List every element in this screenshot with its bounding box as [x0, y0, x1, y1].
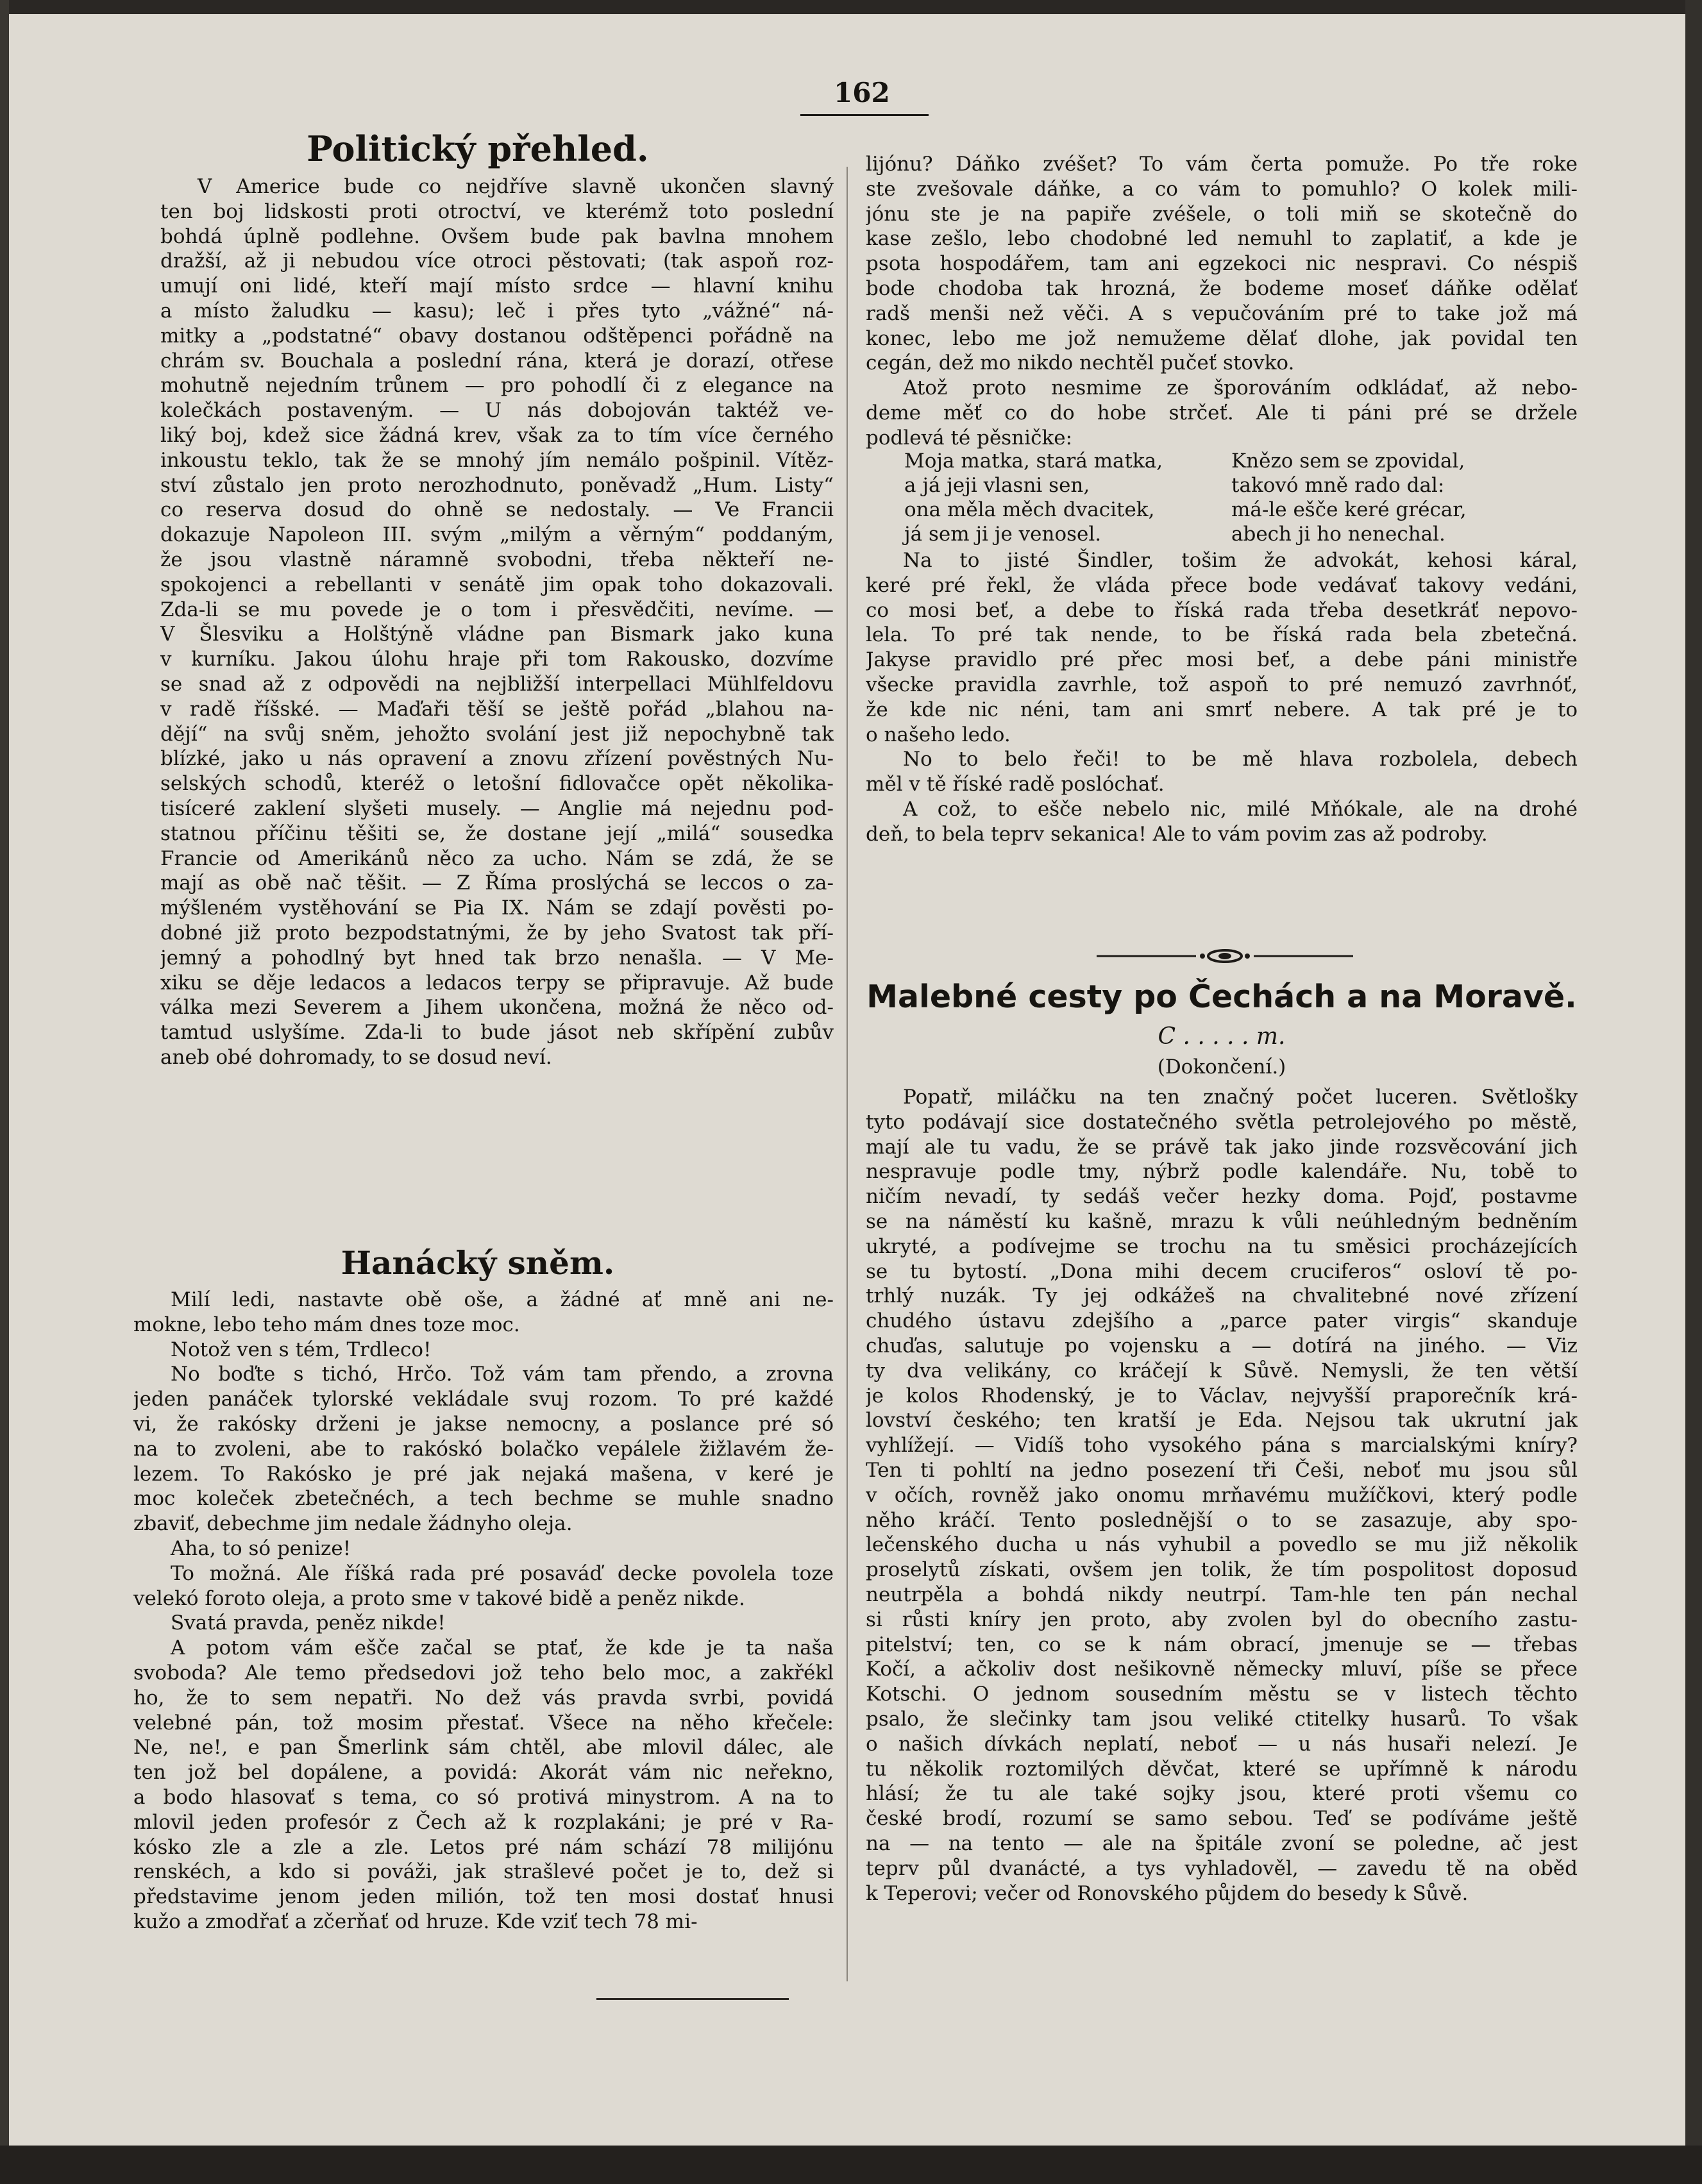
- text-line: ukryté, a podívejme se trochu na tu směsici procházejících: [866, 1234, 1578, 1258]
- text-line: Milí ledi, nastavte obě oše, a žádné ať mně ani ne-: [171, 1288, 834, 1311]
- text-line: se snad až z odpovědi na nejbližší interpellaci Mühlfeldovu: [160, 672, 834, 696]
- text-line: tyto podávají sice dostatečného světla petrolejového po městě,: [866, 1110, 1578, 1134]
- text-line: ho, že to sem nepatři. No dež vás pravda svrbi, povidá: [133, 1686, 834, 1709]
- text-line: No to belo řeči! to be mě hlava rozbolela, debech: [903, 748, 1578, 771]
- text-line: ten boj lidskosti proti otroctví, ve kterémž toto poslední: [160, 199, 834, 223]
- text-line: aneb obé dohromady, to se dosud neví.: [160, 1045, 552, 1069]
- text-line: inkoustu teklo, tak že se mnohý jím nemálo pošpinil. Vítěz-: [160, 448, 834, 472]
- text-line: válka mezi Severem a Jihem ukončena, možná že něco od-: [160, 996, 834, 1020]
- text-line: keré pré řekl, že vláda přece bode vedávať takovy vedáni,: [866, 573, 1578, 597]
- text-line: svoboda? Ale temo předsedovi jož teho belo moc, a zakřékl: [133, 1661, 834, 1684]
- text-line: mohutně nejedním trůnem — pro pohodlí či z elegance na: [160, 374, 834, 398]
- text-line: v očích, rovněž jako onomu mrňavému mužíčkovi, který podle: [866, 1483, 1578, 1507]
- text-line: spokojenci a rebellanti v senátě jim opak toho dokazovali.: [160, 573, 834, 596]
- text-line: bode chodoba tak hrozná, že bodeme moseť dáňke odělať: [866, 276, 1578, 300]
- text-line: k Teperovi; večer od Ronovského půjdem do besedy k Sůvě.: [866, 1881, 1469, 1905]
- ornamental-divider: [1097, 948, 1353, 964]
- malebne-cesty-text: [866, 1085, 1578, 1906]
- verse-line: já sem ji je venosel.: [904, 523, 1102, 546]
- text-line: lezem. To Rakósko je pré jak nejaká mašena, v keré je: [133, 1462, 834, 1486]
- text-line: statnou příčinu těšiti se, že dostane její „milá“ sousedka: [160, 821, 834, 845]
- text-line: jemný a pohodlný byt hned tak brzo nenašla. — V Me-: [160, 946, 834, 970]
- text-line: jeden panáček tylorské vekládale svuj rozom. To pré každé: [133, 1388, 834, 1411]
- text-line: Kočí, a ačkoliv dost nešikovně německy mluví, píše se přece: [866, 1658, 1578, 1681]
- verse-line: a já jeji vlasni sen,: [904, 474, 1090, 497]
- text-line: co reserva dosud do ohně se nedostaly. — Ve Francii: [160, 498, 834, 522]
- text-line: v kurníku. Jakou úlohu hraje při tom Rakousko, dozvíme: [160, 648, 834, 671]
- verse-line: ona měla měch dvacitek,: [904, 498, 1155, 521]
- text-line: deň, to bela teprv sekanica! Ale to vám povim zas až podroby.: [866, 822, 1488, 846]
- text-line: dějí“ na svůj sněm, jehožto svolání jest již nepochybně tak: [160, 722, 834, 746]
- text-line: něho kráčí. Tento poslednější o to se zasazuje, aby spo-: [866, 1508, 1578, 1532]
- text-line: pitelství; ten, co se k nám obrací, jmenuje se — třebas: [866, 1633, 1578, 1656]
- text-line: velebné pán, tož mosim přestať. Všece na něho křečele:: [133, 1711, 834, 1735]
- text-line: všecke pravidla zavrhle, tož aspoň to pré nemuzó zavrhnóť,: [866, 673, 1578, 696]
- text-line: mokne, lebo teho mám dnes toze moc.: [133, 1313, 520, 1336]
- text-line: tu několik roztomilých děvčat, které se upřímně k národu: [866, 1757, 1578, 1781]
- politicky-prehled-text: [160, 174, 834, 1070]
- verse-line: má-le ešče keré grécar,: [1231, 498, 1467, 521]
- text-line: radš menši než věči. A s vepučováním pré to take jož má: [866, 301, 1578, 325]
- scan-edge-left: [0, 0, 9, 2184]
- text-line: V Šlesviku a Holštýně vládne pan Bismark jako kuna: [160, 623, 834, 646]
- text-line: mají ale tu vadu, že se právě tak jako jinde rozsvěcování jich: [866, 1135, 1578, 1159]
- text-line: blízké, jako u nás opravení a znovu zřízení pověstných Nu-: [160, 747, 834, 771]
- text-line: co mosi beť, a debe to říská rada třeba desetkráť nepovo-: [866, 598, 1578, 622]
- text-line: chudého ústavu zdejšího a „parce pater virgis“ skanduje: [866, 1309, 1578, 1333]
- scan-edge-bottom: [0, 2146, 1702, 2184]
- text-line: že kde nic néni, tam ani smrť nebere. A tak pré je to: [866, 698, 1578, 721]
- text-line: vi, že rakósky drženi je jakse nemocny, a poslance pré só: [133, 1412, 834, 1436]
- verse-line: abech ji ho nenechal.: [1231, 523, 1445, 546]
- text-line: ství zůstalo jen proto nerozhodnuto, poněvadž „Hum. Listy“: [160, 473, 834, 497]
- text-line: dražší, až ji nebudou více otroci pěstovati; (tak aspoň roz-: [160, 249, 834, 273]
- text-line: V Americe bude co nejdříve slavně ukončen slavný: [198, 175, 834, 198]
- text-line: Ten ti pohltí na jedno posezení tři Češi, neboť mu jsou sůl: [866, 1458, 1578, 1482]
- author-signature: C . . . . . m.: [1158, 1023, 1286, 1050]
- text-line: ten jož bel dopálene, a povidá: Akorát vám nic neřekno,: [133, 1761, 834, 1785]
- text-line: v radě říšské. — Maďaři těší se ještě pořád „blahou na-: [160, 697, 834, 721]
- text-line: bohdá úplně podlehne. Ovšem bude pak bavlna mnohem: [160, 224, 834, 248]
- text-line: zbaviť, debechme jim nedale žádnyho oleja.: [133, 1512, 573, 1536]
- text-line: dokazuje Napoleon III. svým „milým a věrným“ poddaným,: [160, 523, 834, 547]
- text-line: Atož proto nesmime ze šporováním odkládať, až nebo-: [903, 376, 1578, 400]
- text-line: xiku se děje ledacos a ledacos terpy se připravuje. Až bude: [160, 971, 834, 995]
- text-line: je kolos Rhodenský, je to Václav, nejvyšší praporečník krá-: [866, 1384, 1578, 1407]
- hanacky-snem-text: [133, 1288, 834, 1935]
- politicky-prehled-title: Politický přehled.: [307, 128, 649, 169]
- text-line: chuďas, salutuje po vojensku a — dotírá na jiného. — Viz: [866, 1334, 1578, 1357]
- scan-edge-right: [1685, 0, 1702, 2184]
- text-line: ničím nevadí, ty sedáš večer hezky doma. Pojď, postavme: [866, 1185, 1578, 1209]
- text-line: si růsti kníry jen proto, aby zvolen byl do obecního zastu-: [866, 1608, 1578, 1631]
- text-line: jónu ste je na papiře zvéšele, o toli miň se skotečně do: [866, 202, 1578, 226]
- text-line: Notož ven s tém, Trdleco!: [171, 1338, 432, 1361]
- text-line: velekó foroto oleja, a proto sme v takové bidě a peněz nikde.: [133, 1586, 745, 1610]
- text-line: mlovil jeden profesór z Čech až k rozplakáni; je pré v Ra-: [133, 1810, 834, 1834]
- text-line: lovství českého; ten kratší je Eda. Nejsou tak ukrutní jak: [866, 1409, 1578, 1432]
- text-line: o našich dívkách neplatí, neboť — u nás husaři nelezí. Je: [866, 1732, 1578, 1756]
- text-line: vyhlížejí. — Vidíš toho vysokého pána s marcialskými kníry?: [866, 1434, 1578, 1457]
- text-line: konec, lebo me jož nemužeme dělať dlohe, jak povidal ten: [866, 326, 1578, 350]
- text-line: mýšleném vystěhování se Pia IX. Nám se zdají pověsti po-: [160, 896, 834, 920]
- text-line: umují oni lidé, kteří mají místo srdce — hlavní knihu: [160, 274, 834, 298]
- text-line: a místo žaludku — kasu); leč i přes tyto „vážné“ ná-: [160, 299, 834, 323]
- malebne-cesty-title: Malebné cesty po Čechách a na Moravě.: [866, 979, 1577, 1015]
- text-line: na — na tento — ale na špitále zvoní se poledne, ač jest: [866, 1831, 1578, 1855]
- scan-edge-top: [0, 0, 1702, 14]
- text-line: Kotschi. O jednom sousedním městu se v listech těchto: [866, 1683, 1578, 1706]
- text-line: teprv půl dvanácté, a tys vyhladověl, — zavedu tě na oběd: [866, 1856, 1578, 1880]
- text-line: měl v tě říské radě poslóchať.: [866, 773, 1165, 796]
- text-line: na to zvoleni, abe to rakóskó bolačko vepálele žižlavém že-: [133, 1437, 834, 1461]
- text-line: lečenského ducha u nás vyhubil a povedlo se mu již několik: [866, 1533, 1578, 1557]
- text-line: o našeho ledo.: [866, 723, 1011, 746]
- text-line: představime jenom jeden milión, tož ten mosi dostať hnusi: [133, 1885, 834, 1909]
- text-line: kase zešlo, lebo chodobné led nemuhl to zaplatiť, a kde je: [866, 227, 1578, 251]
- text-line: Aha, to só penize!: [171, 1536, 351, 1560]
- text-line: kósko zle a zle a zle. Letos pré nám schází 78 milijónu: [133, 1835, 834, 1859]
- continuation-note: (Dokončení.): [1157, 1055, 1286, 1079]
- verse-right: [1231, 449, 1565, 546]
- text-line: že jsou vlastně náramně svobodni, třeba někteří ne-: [160, 548, 834, 571]
- hanacky-snem-ending: [866, 548, 1578, 847]
- text-line: A což, to ešče nebelo nic, milé Mňókale, ale na drohé: [903, 797, 1578, 821]
- text-line: české brodí, rozumí se samo sebou. Teď se podíváme ještě: [866, 1807, 1578, 1831]
- text-line: selských schodů, kteréž o letošní fidlovačce opět několika-: [160, 772, 834, 796]
- text-line: mají as obě nač těšit. — Z Říma proslýchá se leccos o za-: [160, 871, 834, 895]
- verse-left: [904, 449, 1225, 546]
- text-line: cegán, dež mo nikdo nechtěl pučeť stovko.: [866, 351, 1295, 375]
- column-rule: [847, 167, 848, 1981]
- header-rule: [800, 114, 929, 116]
- text-line: Na to jisté Šindler, tošim že advokát, kehosi káral,: [903, 549, 1578, 572]
- text-line: lela. To pré tak nende, to be říská rada bela zbetečná.: [866, 623, 1578, 647]
- text-line: Svatá pravda, peněz nikde!: [171, 1611, 446, 1635]
- text-line: tisíceré zaklení slyšeti musely. — Anglie má nejednu pod-: [160, 796, 834, 820]
- column-end-rule: [596, 1998, 789, 2000]
- hanacky-snem-title: Hanácký sněm.: [341, 1244, 615, 1282]
- text-line: hlásí; že tu ale také sojky jsou, které proti všemu co: [866, 1782, 1578, 1806]
- text-line: neutrpěla a bohdá nikdy neutrpí. Tam-hle ten pán nechal: [866, 1583, 1578, 1606]
- text-line: podlevá té pěsničke:: [866, 426, 1073, 449]
- verse-line: Moja matka, stará matka,: [904, 449, 1163, 473]
- text-line: a bodo hlasovať s tema, co só protivá minystrom. A na to: [133, 1785, 834, 1809]
- text-line: kužo a zmodřať a zčerňať od hruze. Kde vziť tech 78 mi-: [133, 1910, 698, 1933]
- text-line: kolečkách postaveným. — U nás dobojován taktéž ve-: [160, 399, 834, 423]
- text-line: se na náměstí ku kašně, mrazu k vůli neúhledným bedněním: [866, 1209, 1578, 1233]
- text-line: trhlý nuzák. Ty jej odkážeš na chvalitebné nové zřízení: [866, 1284, 1578, 1308]
- text-line: chrám sv. Bouchala a poslední rána, která je dorazí, otřese: [160, 349, 834, 373]
- text-line: Popatř, miláčku na ten značný počet luceren. Světlošky: [903, 1086, 1578, 1109]
- verse-line: takovó mně rado dal:: [1231, 474, 1445, 497]
- text-line: ty dva velikány, co kráčejí k Sůvě. Nemysli, že ten větší: [866, 1359, 1578, 1382]
- text-line: A potom vám ešče začal se ptať, že kde je ta naša: [171, 1636, 834, 1660]
- text-line: liký boj, kdež sice žádná krev, však za to tím více černého: [160, 423, 834, 447]
- text-line: ste zvešovale dáňke, a co vám to pomuhlo? O kolek mili-: [866, 177, 1578, 201]
- text-line: se tu bytostí. „Dona mihi decem cruciferos“ osloví tě po-: [866, 1259, 1578, 1283]
- text-line: deme měť co do hobe strčeť. Ale ti páni pré se držele: [866, 401, 1578, 424]
- text-line: moc koleček zbetečnéch, a tech bechme se muhle snadno: [133, 1487, 834, 1511]
- text-line: proselytů získati, ovšem jen tolik, že tím pospolitost doposud: [866, 1558, 1578, 1582]
- text-line: renskéch, a kdo si pováži, jak strašlevé počet je to, dež si: [133, 1860, 834, 1884]
- text-line: dobné již proto bezpodstatnými, že by jeho Svatost tak pří-: [160, 921, 834, 945]
- text-line: nespravuje podle tmy, nýbrž podle kalendáře. Nu, tobě to: [866, 1160, 1578, 1184]
- text-line: Jakyse pravidlo pré přec mosi beť, a debe páni ministře: [866, 648, 1578, 672]
- text-line: To možná. Ale říšká rada pré posaváď decke povolela toze: [171, 1561, 834, 1585]
- text-line: tamtud uslyšíme. Zda-li to bude jásot neb skřípění zubův: [160, 1021, 834, 1045]
- text-line: Ne, ne!, e pan Šmerlink sám chtěl, abe mlovil dálec, ale: [133, 1736, 834, 1760]
- text-line: Zda-li se mu povede je o tom i přesvědčiti, nevíme. —: [160, 598, 834, 621]
- hanacky-snem-continuation: [866, 152, 1578, 451]
- text-line: psota hospodářem, tam ani egzekoci nic nespravi. Co néspiš: [866, 252, 1578, 276]
- text-line: mitky a „podstatné“ obavy dostanou odštěpenci pořádně na: [160, 324, 834, 348]
- page-number: 162: [834, 77, 890, 108]
- text-line: No boďte s tichó, Hrčo. Tož vám tam přendo, a zrovna: [171, 1363, 834, 1386]
- text-line: psalo, že slečinky tam jsou veliké ctitelky husarů. To však: [866, 1707, 1578, 1731]
- text-line: Francie od Amerikánů něco za ucho. Nám se zdá, že se: [160, 846, 834, 870]
- verse-line: Knězo sem se zpovidal,: [1231, 449, 1465, 473]
- text-line: lijónu? Dáňko zvéšet? To vám čerta pomuže. Po tře roke: [866, 153, 1578, 176]
